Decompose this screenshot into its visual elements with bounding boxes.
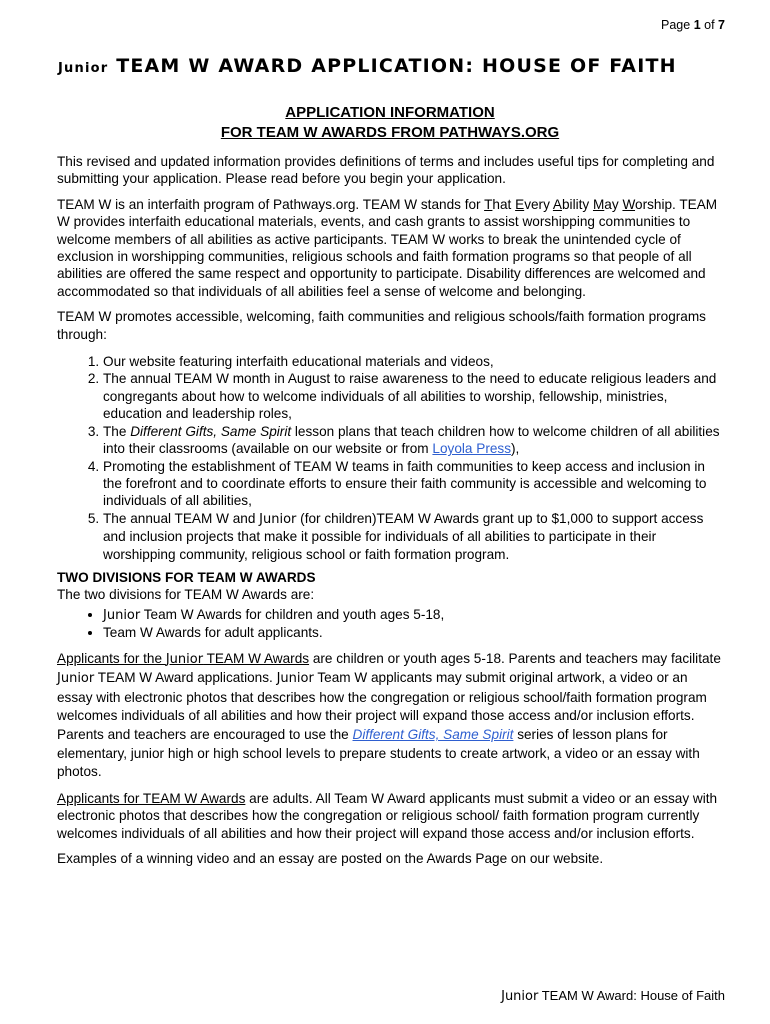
- ju-1: Applicants for the: [57, 650, 166, 666]
- page-number: [661, 18, 725, 32]
- item3-text: The: [103, 423, 131, 439]
- jt-1: are children or youth ages 5-18. Parents and teachers may facilitate: [309, 650, 721, 666]
- different-gifts-link[interactable]: Different Gifts, Same Spirit: [352, 726, 514, 742]
- about-paragraph: [57, 196, 723, 300]
- jt-3: Team W applicants may submit original artwork, a video or an essay with electronic photos that describes how the congregation or religious school/faith formation program welcomes individuals of all abilities and how their project will expand those access and/or inclusion efforts. Parents and teachers are encouraged to use the: [57, 670, 707, 742]
- acronym-e: E: [515, 196, 525, 212]
- adult-applicants-paragraph: [57, 790, 723, 842]
- title-rest: TEAM W AWARD APPLICATION: HOUSE OF FAITH: [116, 55, 677, 77]
- acronym-a: A: [552, 196, 562, 212]
- jt-2: TEAM W Award applications.: [94, 670, 277, 686]
- page-of: of: [704, 18, 715, 32]
- item3-text-c: ),: [511, 441, 520, 457]
- jt-junior3: Junior: [276, 671, 314, 687]
- junior-applicants-paragraph: [57, 650, 723, 782]
- document-title: [58, 55, 728, 77]
- intro-paragraph: This revised and updated information provides definitions of terms and includes useful tips for completing and submitting your application. Please read before you begin your application.: [57, 154, 715, 187]
- about-text-start: TEAM W is an interfaith program of Pathways.org. TEAM W stands for: [57, 196, 485, 212]
- page-label: Page: [661, 18, 691, 32]
- divisions-list: [57, 606, 723, 642]
- page-total: 7: [718, 18, 725, 32]
- list-item: [103, 606, 723, 624]
- page-current: 1: [693, 18, 701, 32]
- acronym-bility: bility: [561, 196, 593, 212]
- list-item: [103, 510, 723, 563]
- bullet1-text: Team W Awards for children and youth ages 5-18,: [140, 606, 445, 622]
- item5-text-b: (for children)TEAM W Awards grant up to $1,000 to support access and inclusion projects that make it possible for individuals of all abilities to participate in their worshipping community, religious school or faith formation program.: [103, 510, 704, 562]
- footer-junior: Junior: [501, 989, 539, 1004]
- item3-italic: Different Gifts, Same Spirit: [130, 423, 292, 439]
- acronym-m: M: [592, 196, 605, 212]
- item5-text: The annual TEAM W and: [103, 510, 260, 526]
- jt-junior2: Junior: [57, 671, 95, 687]
- ju-junior: Junior: [165, 651, 204, 667]
- item5-junior: Junior: [259, 511, 297, 527]
- acronym-ay: ay: [604, 196, 619, 212]
- heading-line-2: FOR TEAM W AWARDS FROM PATHWAYS.ORG: [220, 124, 560, 141]
- jt-4: series of lesson plans for elementary, junior high or high school levels to prepare students to create artwork, a video or an essay with photos.: [57, 726, 700, 780]
- section-heading: [57, 103, 723, 143]
- heading-line-1: APPLICATION INFORMATION: [285, 104, 495, 121]
- divisions-heading: TWO DIVISIONS FOR TEAM W AWARDS: [57, 569, 316, 585]
- about-text-rest: orship. TEAM W provides interfaith educational materials, events, and cash grants to assist worshipping communities to welcome members of all abilities as active participants. TEAM W works to break the unintended cycle of exclusion in worshipping communities, religious schools and faith formation programs so that people of all abilities are offered the same respect and opportunity to participate. Disability differences are welcomed and accommodated so that individuals of all abilities feel a sense of welcome and belonging.: [57, 196, 718, 299]
- loyola-press-link[interactable]: Loyola Press: [432, 441, 512, 457]
- footer-text: TEAM W Award: House of Faith: [538, 988, 725, 1003]
- bullet1-junior: Junior: [103, 607, 141, 623]
- title-junior: Junior: [58, 61, 109, 76]
- list-item: 4. Promoting the establishment of TEAM W teams in faith communities to keep access and inclusion in the forefront and to coordinate efforts to ensure their faith community is accessible and welcoming to individuals of all abilities,: [103, 458, 723, 510]
- list-item: • Team W Awards for adult applicants.: [103, 624, 723, 641]
- list-item: [103, 423, 723, 458]
- page-footer: [501, 988, 725, 1004]
- acronym-w: W: [622, 196, 636, 212]
- list-item: 1. Our website featuring interfaith educational materials and videos,: [103, 353, 723, 370]
- ju-2: TEAM W Awards: [203, 650, 310, 666]
- acronym-hat: hat: [492, 196, 516, 212]
- divisions-intro: The two divisions for TEAM W Awards are:: [57, 587, 315, 603]
- acronym-very: very: [524, 196, 553, 212]
- document-body: [57, 103, 723, 875]
- adult-text: are adults. All Team W Award applicants must submit a video or an essay with electronic photos that describes how the congregation or religious school/ faith formation program currently welcomes individuals of all abilities and how their project will expand those access and/or inclusion efforts.: [57, 790, 718, 841]
- list-item: 2. The annual TEAM W month in August to raise awareness to the need to educate religious leaders and congregants about how to welcome individuals of all abilities to worship, fellowship, ministries, education and leadership roles,: [103, 370, 723, 422]
- examples-paragraph: Examples of a winning video and an essay are posted on the Awards Page on our website.: [57, 850, 604, 866]
- adult-applicants-underline: Applicants for TEAM W Awards: [57, 790, 246, 806]
- junior-applicants-underline: [57, 651, 309, 666]
- programs-list: [57, 353, 723, 563]
- item3-text-b: lesson plans that teach children how to welcome children of all abilities into their classrooms (available on our website or from: [103, 423, 720, 457]
- acronym-t: T: [484, 196, 493, 212]
- promotes-paragraph: TEAM W promotes accessible, welcoming, faith communities and religious schools/faith formation programs through:: [57, 309, 706, 342]
